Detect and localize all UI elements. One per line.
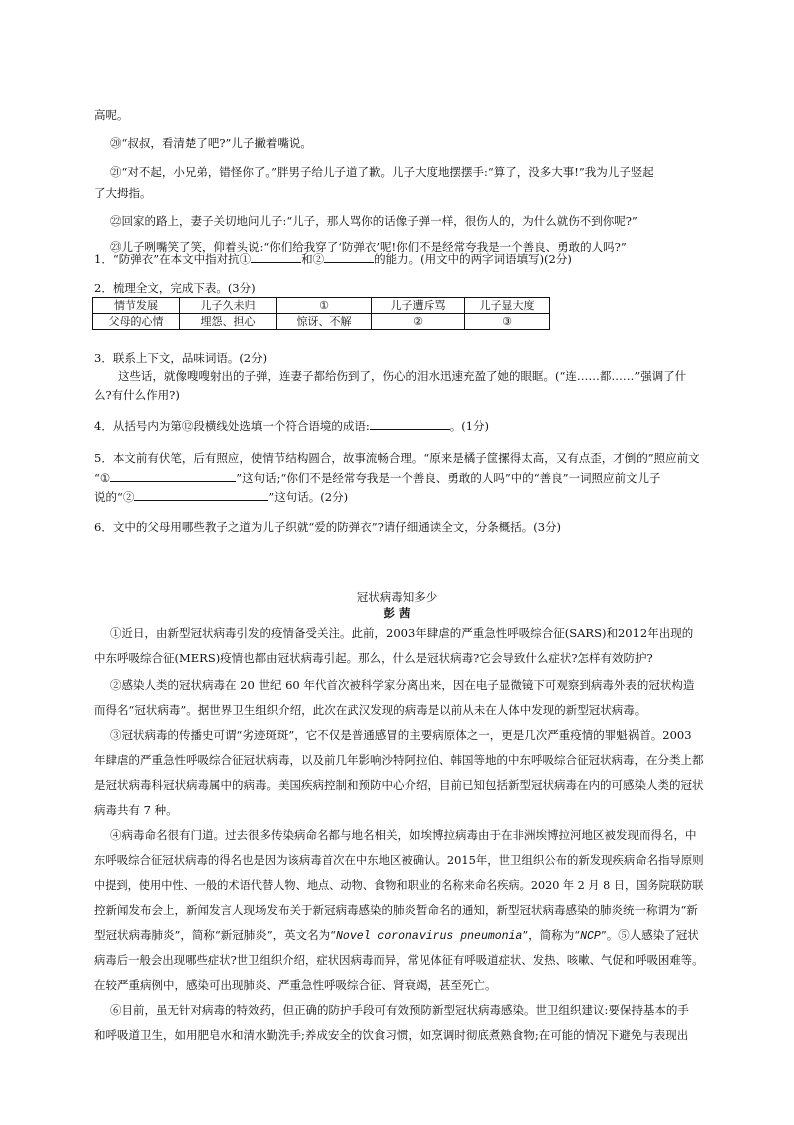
article-paragraph-3-line-2: 年肆虐的严重急性呼吸综合征冠状病毒，以及前几年影响沙特阿拉伯、韩国等地的中东呼吸综合征冠状病毒，在分类上都 xyxy=(94,753,704,767)
table-cell: 儿子遭斥骂 xyxy=(372,298,465,314)
table-row xyxy=(93,298,550,314)
answer-blank-idiom[interactable] xyxy=(370,417,450,430)
question-5-line-3: 说的“② ”这句话。(2分) xyxy=(94,490,349,504)
table-cell: 儿子显大度 xyxy=(465,298,550,314)
article-paragraph-4-line-4: 控新闻发布会上，新闻发言人现场发布关于新冠病毒感染的肺炎暂命名的通知，新型冠状病毒感染的肺炎统一称谓为“新 xyxy=(94,903,698,917)
article-paragraph-1-line-2: 中东呼吸综合征(MERS)疫情也都由冠状病毒引起。那么，什么是冠状病毒?它会导致什么症状?怎样有效防护? xyxy=(94,651,653,665)
story-paragraph-20: ⑳“叔叔，看清楚了吧?”儿子撇着嘴说。 xyxy=(110,136,312,150)
table-cell: 惊讶、不解 xyxy=(277,314,372,330)
table-cell[interactable]: ① xyxy=(277,298,372,314)
article-author: 彭 茜 xyxy=(383,606,411,620)
article-title: 冠状病毒知多少 xyxy=(356,590,438,604)
question-3-quote-line-2: 么?有什么作用?) xyxy=(94,388,180,402)
article-paragraph-3-line-4: 病毒共有 7 种。 xyxy=(94,803,178,817)
article-paragraph-1-line-1: ①近日，由新型冠状病毒引发的疫情备受关注。此前，2003年肆虐的严重急性呼吸综合征(SARS)和2012年出现的 xyxy=(110,626,694,640)
table-cell[interactable]: ③ xyxy=(465,314,550,330)
story-paragraph-21-line-1: ㉑“对不起，小兄弟，错怪你了。”胖男子给儿子道了歉。儿子大度地摆摆手:“算了，没多大事!”我为儿子竖起 xyxy=(110,165,654,179)
article-paragraph-3-line-3: 是冠状病毒科冠状病毒属中的病毒。美国疾病控制和预防中心介绍，目前已知包括新型冠状病毒在内的可感染人类的冠状 xyxy=(94,778,704,792)
answer-blank-2[interactable] xyxy=(324,250,374,263)
article-paragraph-4-line-5: 型冠状病毒肺炎”，简称“新冠肺炎”，英文名为“Novel coronavirus pneumonia”，简称为“NCP”。⑤人感染了冠状 xyxy=(94,928,699,943)
question-6: 6．文中的父母用哪些教子之道为儿子织就“爱的防弹衣”?请仔细通读全文，分条概括。(3分) xyxy=(94,520,562,534)
article-paragraph-4-line-3: 中提到，使用中性、一般的术语代替人物、地点、动物、食物和职业的名称来命名疾病。2020 年 2 月 8 日，国务院联防联 xyxy=(94,878,704,892)
article-paragraph-4-line-7: 在较严重病例中，感染可出现肺炎、严重急性呼吸综合征、肾衰竭，甚至死亡。 xyxy=(94,978,497,992)
story-paragraph-21-line-2: 了大拇指。 xyxy=(94,186,152,200)
question-3-quote-line-1: 这些话，就像嗖嗖射出的子弹，连妻子都给伤到了，伤心的泪水迅速充盈了她的眼眶。(“连……都……”强调了什 xyxy=(118,369,687,383)
article-paragraph-2-line-2: 而得名“冠状病毒”。据世界卫生组织介绍，此次在武汉发现的病毒是以前从未在人体中发现的新型冠状病毒。 xyxy=(94,703,647,717)
table-cell: 埋怨、担心 xyxy=(180,314,277,330)
table-cell: 儿子久未归 xyxy=(180,298,277,314)
article-paragraph-2-line-1: ②感染人类的冠状病毒在 20 世纪 60 年代首次被科学家分离出来，因在电子显微镜下可观察到病毒外表的冠状构造 xyxy=(110,678,695,692)
question-2: 2．梳理全文，完成下表。(3分) xyxy=(94,281,256,295)
question-4: 4．从括号内为第⑫段横线处选填一个符合语境的成语: 。(1分) xyxy=(94,419,489,433)
article-paragraph-4-line-1: ④病毒命名很有门道。过去很多传染病命名都与地名相关，如埃博拉病毒由于在非洲埃博拉河地区被发现而得名，中 xyxy=(110,828,697,842)
table-row xyxy=(93,314,550,330)
table-cell[interactable]: ② xyxy=(372,314,465,330)
story-paragraph-22: ㉒回家的路上，妻子关切地问儿子:“儿子，那人骂你的话像子弹一样，很伤人的，为什么就伤不到你呢?” xyxy=(110,214,638,228)
story-paragraph-23: ㉓儿子咧嘴笑了笑，仰着头说:“你们给我穿了‘防弹衣’呢!你们不是经常夸我是一个善良、勇敢的人吗?” xyxy=(110,240,627,254)
article-paragraph-6-line-2: 和呼吸道卫生，如用肥皂水和清水勤洗手;养成安全的饮食习惯，如烹调时彻底煮熟食物;在可能的情况下避免与表现出 xyxy=(94,1028,689,1042)
article-paragraph-4-line-2: 东呼吸综合征冠状病毒的得名也是因为该病毒首次在中东地区被确认。2015年，世卫组织公布的新发现疾病命名指导原则 xyxy=(94,853,704,867)
article-paragraph-3-line-1: ③冠状病毒的传播史可谓“劣迹斑斑”，它不仅是普通感冒的主要病原体之一，更是几次严重疫情的罪魁祸首。2003 xyxy=(110,728,692,742)
question-1: 1．“防弹衣”在本文中指对抗① 和② 的能力。(用文中的两字词语填写)(2分) xyxy=(94,252,572,266)
question-5-line-1: 5．本文前有伏笔，后有照应，使情节结构圆合，故事流畅合理。“原来是橘子筐摞得太高，又有点歪，才倒的”照应前文 xyxy=(94,451,700,465)
answer-blank-foreshadow-1[interactable] xyxy=(110,469,236,482)
answer-blank-1[interactable] xyxy=(251,250,301,263)
story-paragraph-continuation: 高呢。 xyxy=(94,108,129,122)
table-cell: 情节发展 xyxy=(93,298,180,314)
table-cell: 父母的心情 xyxy=(93,314,180,330)
question-5-line-2: “① ”这句话;“你们不是经常夸我是一个善良、勇敢的人吗”中的“善良”一词照应前文儿子 xyxy=(94,471,661,485)
answer-blank-foreshadow-2[interactable] xyxy=(134,488,268,501)
plot-summary-table xyxy=(92,297,550,330)
article-paragraph-4-line-6: 病毒后一般会出现哪些症状?世卫组织介绍，症状因病毒而异，常见体征有呼吸道症状、发热、咳嗽、气促和呼吸困难等。 xyxy=(94,953,704,967)
question-3: 3．联系上下文，品味词语。(2分) xyxy=(94,351,268,365)
article-paragraph-6-line-1: ⑥目前，虽无针对病毒的特效药，但正确的防护手段可有效预防新型冠状病毒感染。世卫组织建议:要保持基本的手 xyxy=(110,1003,689,1017)
